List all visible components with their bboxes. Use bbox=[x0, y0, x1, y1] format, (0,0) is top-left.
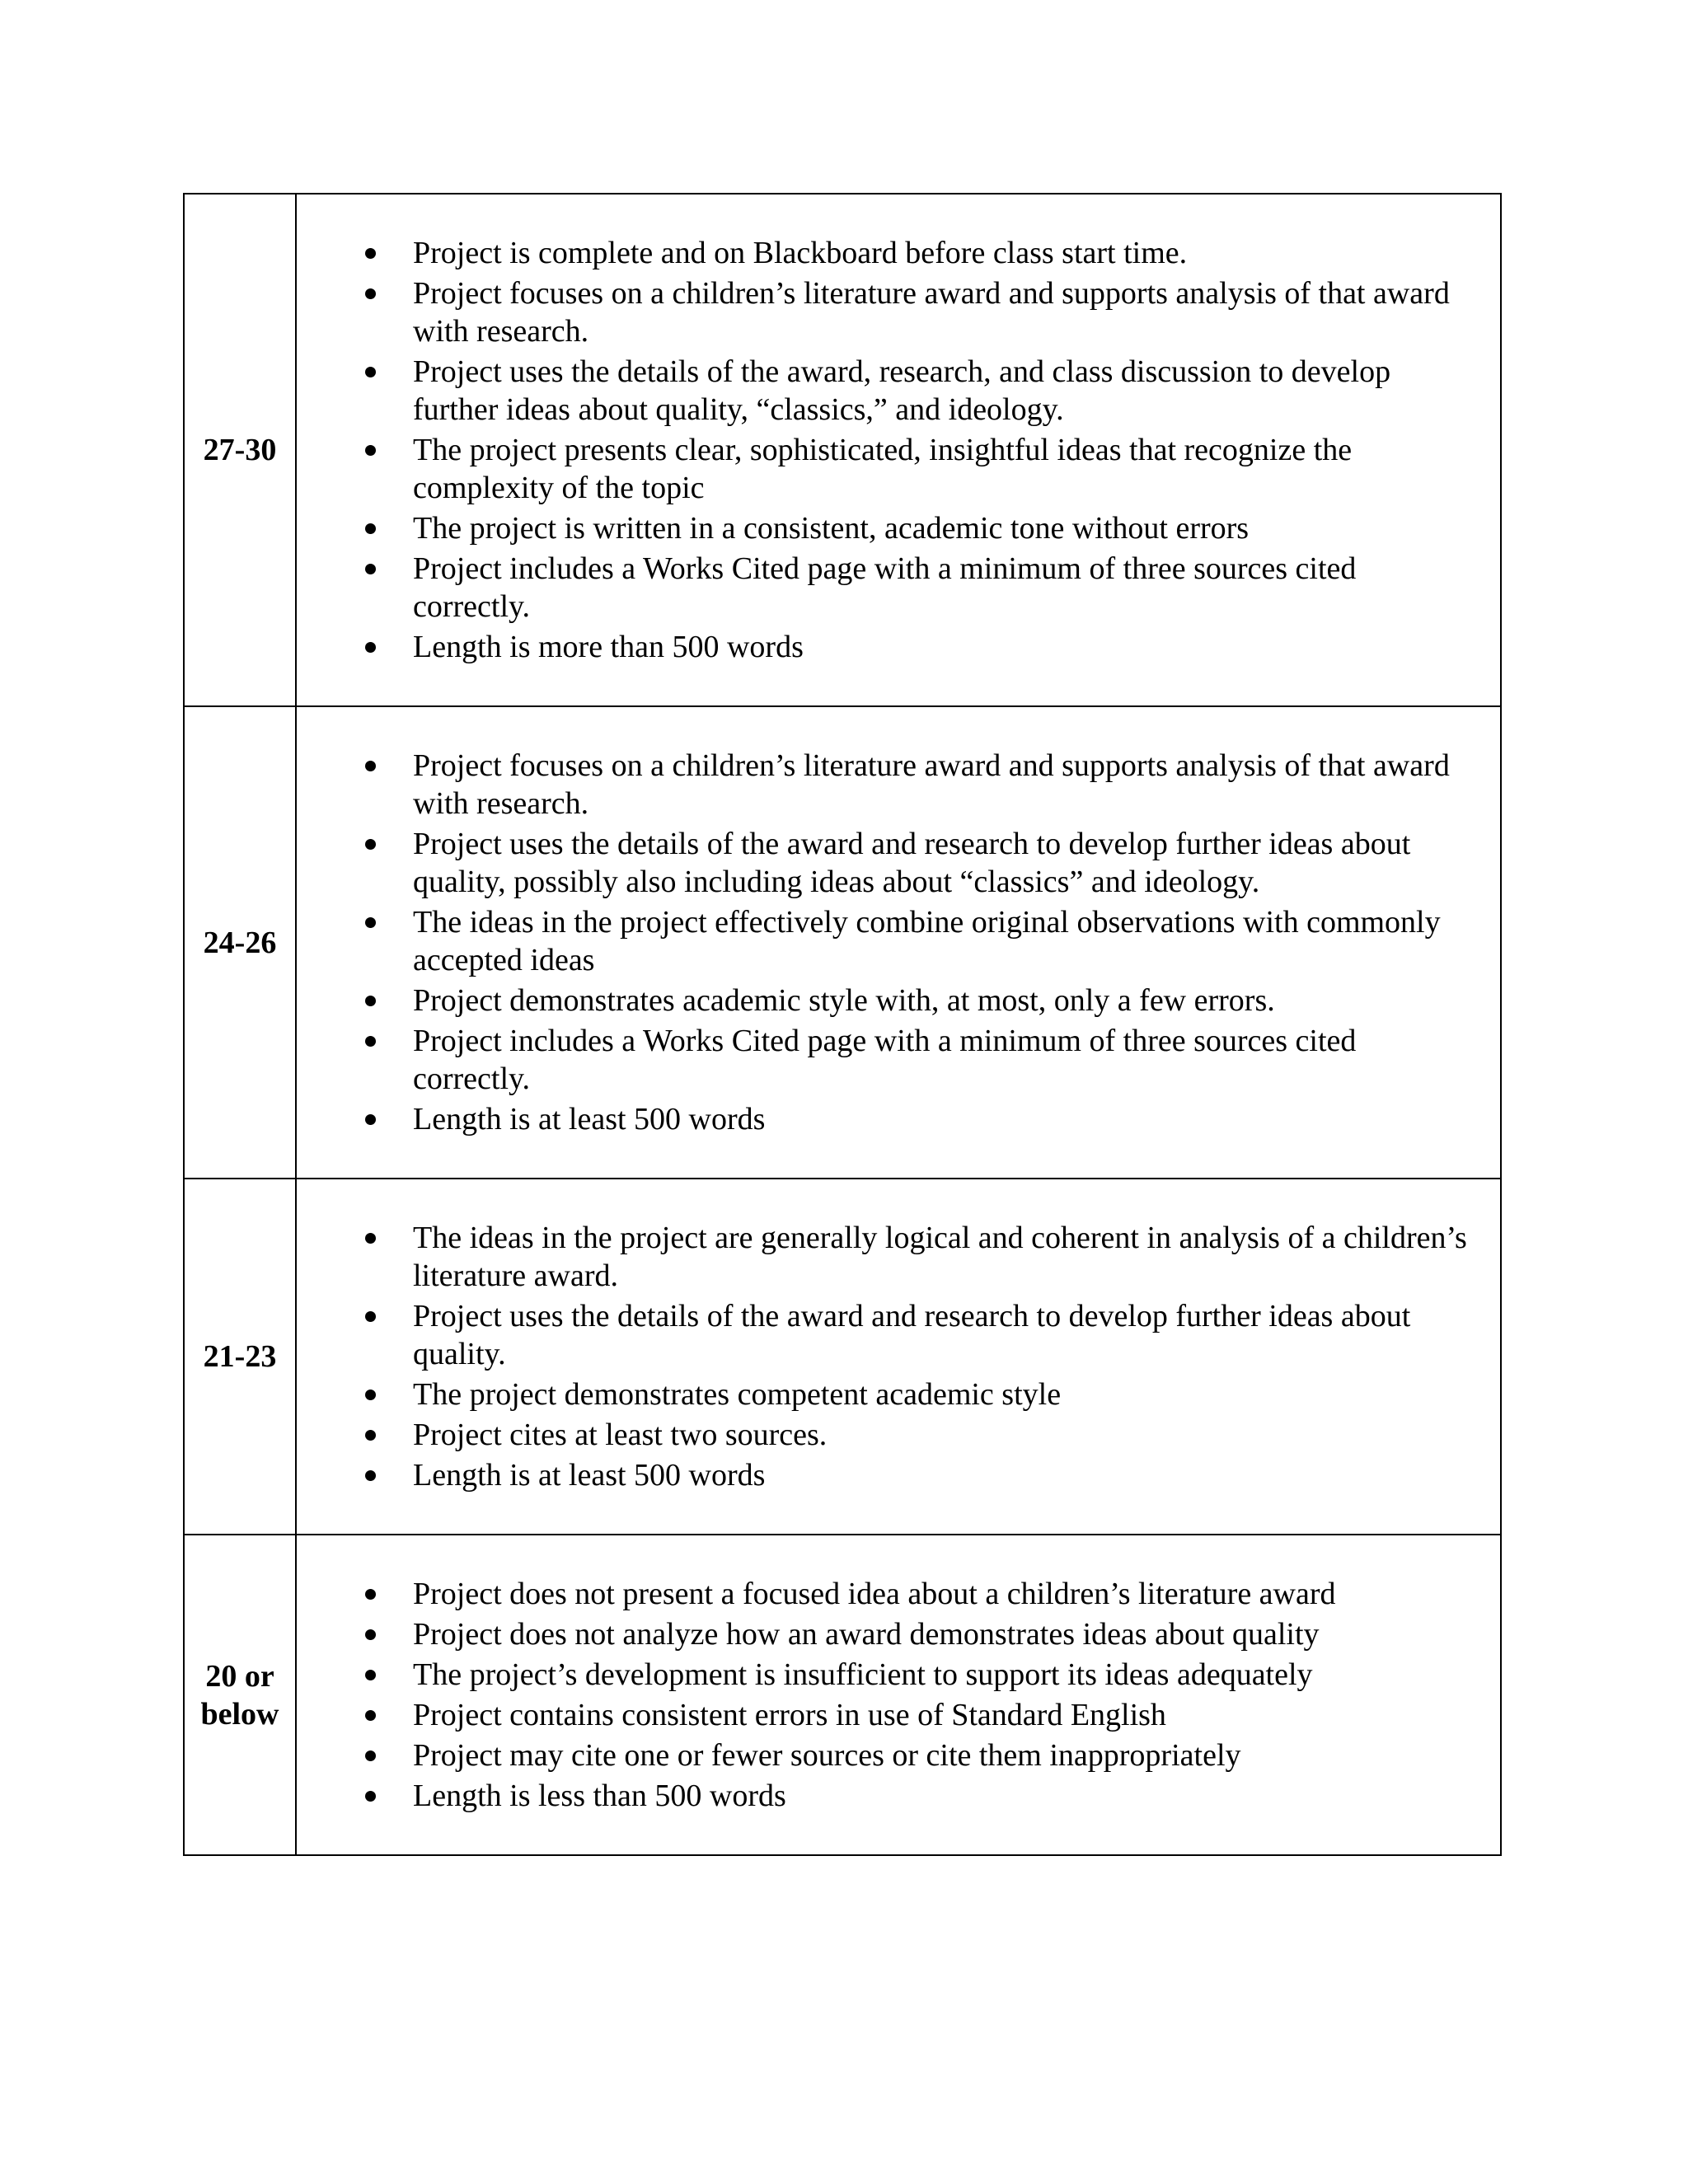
score-range-cell bbox=[184, 706, 296, 1179]
score-range-label: 20 or bbox=[205, 1658, 274, 1694]
criteria-item: Length is at least 500 words bbox=[297, 1456, 1467, 1494]
criteria-item: Project demonstrates academic style with, at most, only a few errors. bbox=[297, 982, 1467, 1019]
criteria-item: The project demonstrates competent academic style bbox=[297, 1376, 1467, 1413]
score-range-label: 21-23 bbox=[203, 1339, 277, 1374]
criteria-item: Project focuses on a children’s literature award and supports analysis of that award with research. bbox=[297, 747, 1467, 823]
criteria-item: The project’s development is insufficient to support its ideas adequately bbox=[297, 1656, 1467, 1694]
criteria-item: Length is less than 500 words bbox=[297, 1777, 1467, 1815]
criteria-item: Project is complete and on Blackboard before class start time. bbox=[297, 234, 1467, 272]
score-range-cell bbox=[184, 1179, 296, 1535]
criteria-item: Project focuses on a children’s literature award and supports analysis of that award with research. bbox=[297, 274, 1467, 350]
rubric-row bbox=[184, 706, 1501, 1179]
criteria-item: Project uses the details of the award and research to develop further ideas about quality. bbox=[297, 1297, 1467, 1373]
criteria-item: Length is at least 500 words bbox=[297, 1100, 1467, 1138]
criteria-item: The ideas in the project effectively combine original observations with commonly accepted ideas bbox=[297, 903, 1467, 979]
criteria-cell bbox=[296, 1535, 1501, 1855]
criteria-item: The project presents clear, sophisticated, insightful ideas that recognize the complexity of the topic bbox=[297, 431, 1467, 507]
criteria-item: Project uses the details of the award and research to develop further ideas about quality, possibly also including ideas about “classics” and ideology. bbox=[297, 825, 1467, 901]
criteria-list bbox=[297, 747, 1467, 1138]
score-range-label: 27-30 bbox=[203, 433, 277, 467]
criteria-item: Project does not present a focused idea about a children’s literature award bbox=[297, 1575, 1467, 1613]
criteria-cell bbox=[296, 194, 1501, 706]
criteria-list bbox=[297, 1575, 1467, 1815]
criteria-item: Project includes a Works Cited page with a minimum of three sources cited correctly. bbox=[297, 550, 1467, 626]
grading-rubric-table bbox=[183, 193, 1502, 1856]
score-range-cell bbox=[184, 194, 296, 706]
criteria-item: Length is more than 500 words bbox=[297, 628, 1467, 666]
criteria-list bbox=[297, 234, 1467, 666]
rubric-row bbox=[184, 194, 1501, 706]
score-range-label: 24-26 bbox=[203, 925, 277, 960]
criteria-item: The ideas in the project are generally logical and coherent in analysis of a children’s literature award. bbox=[297, 1219, 1467, 1295]
criteria-item: Project contains consistent errors in use of Standard English bbox=[297, 1696, 1467, 1734]
criteria-item: The project is written in a consistent, academic tone without errors bbox=[297, 509, 1467, 547]
criteria-cell bbox=[296, 706, 1501, 1179]
criteria-item: Project cites at least two sources. bbox=[297, 1416, 1467, 1454]
rubric-row bbox=[184, 1179, 1501, 1535]
criteria-item: Project may cite one or fewer sources or cite them inappropriately bbox=[297, 1736, 1467, 1774]
rubric-row bbox=[184, 1535, 1501, 1855]
criteria-item: Project uses the details of the award, research, and class discussion to develop further ideas about quality, “classics,” and ideology. bbox=[297, 353, 1467, 429]
criteria-list bbox=[297, 1219, 1467, 1494]
score-range-label: below bbox=[200, 1696, 279, 1732]
score-range-cell bbox=[184, 1535, 296, 1855]
criteria-cell bbox=[296, 1179, 1501, 1535]
criteria-item: Project does not analyze how an award demonstrates ideas about quality bbox=[297, 1615, 1467, 1653]
criteria-item: Project includes a Works Cited page with a minimum of three sources cited correctly. bbox=[297, 1022, 1467, 1098]
